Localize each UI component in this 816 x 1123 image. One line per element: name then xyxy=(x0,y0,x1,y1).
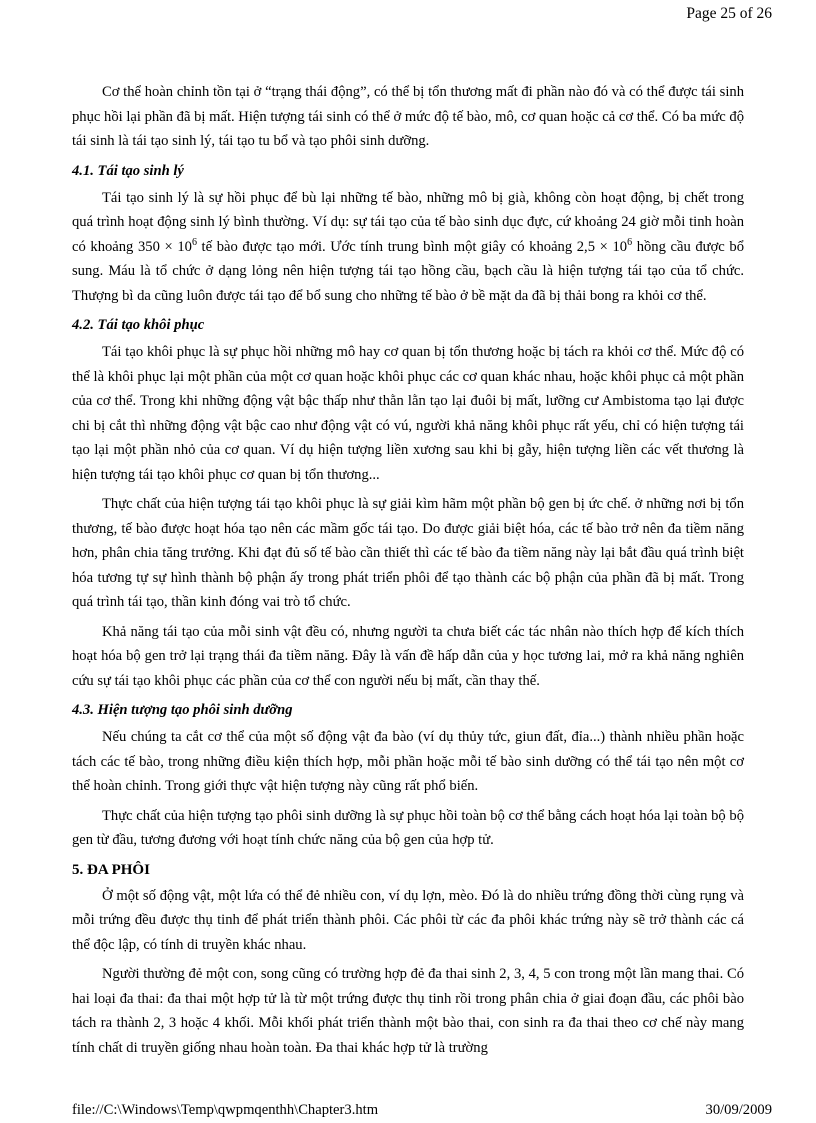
paragraph-4-1: Tái tạo sinh lý là sự hồi phục để bù lại những tế bào, những mô bị già, không còn hoạt động, bị chết trong quá trình hoạt động sinh lý bình thường. Ví dụ: sự tái tạo của tế bào sinh dục đực, cứ khoảng 24 giờ mỗi tinh hoàn có khoảng $350 \times 10^6$ tế bào được tạo mới. Ước tính trung bình một giây có khoảng $2,5 \times 10^6$ hồng cầu được bổ sung. Máu là tổ chức ở dạng lỏng nên hiện tượng tái tạo hồng cầu, bạch cầu là hiện tượng tái tạo của tổ chức. Thượng bì da cũng luôn được tái tạo để bổ sung cho những tế bào ở bề mặt da đã bị thải bong ra khỏi cơ thể. xyxy=(72,189,744,304)
footer-file-path: file://C:\Windows\Temp\qwpmqenthh\Chapter3.htm xyxy=(72,1102,379,1118)
paragraph-4-3-2: Thực chất của hiện tượng tạo phôi sinh dưỡng là sự phục hồi toàn bộ cơ thể bằng cách hoạt hóa lại toàn bộ bộ gen từ đầu, tương đương với hoạt tính chức năng của bộ gen của hợp tử. xyxy=(72,807,744,848)
footer-date: 30/09/2009 xyxy=(705,1102,772,1118)
heading-5: 5. ĐA PHÔI xyxy=(72,861,150,878)
document-body xyxy=(72,80,744,1065)
paragraph-5-2: Người thường đẻ một con, song cũng có trường hợp đẻ đa thai sinh 2, 3, 4, 5 con trong một lần mang thai. Có hai loại đa thai: đa thai một hợp tử là từ một trứng được thụ tinh rồi trong phân chia ở giai đoạn đầu, các phôi bào tách ra thành 2, 3 hoặc 4 khối. Mỗi khối phát triển thành một bào thai, con sinh ra đa thai theo cơ chế này mang tính chất di truyền giống nhau hoàn toàn. Đa thai khác hợp tử là trường xyxy=(72,966,744,1056)
paragraph-4-2-3: Khả năng tái tạo của mỗi sinh vật đều có, nhưng người ta chưa biết các tác nhân nào thích hợp để kích thích hoạt hóa bộ gen trở lại trạng thái đa tiềm năng. Đây là vấn đề hấp dẫn của y học tương lai, mở ra khả năng nghiên cứu sự tái tạo khôi phục các phần của cơ thể con người nếu bị mất, cần thay thế. xyxy=(72,623,744,689)
heading-4-1: 4.1. Tái tạo sinh lý xyxy=(72,162,184,179)
heading-4-2: 4.2. Tái tạo khôi phục xyxy=(72,317,205,333)
paragraph-4-2-2: Thực chất của hiện tượng tái tạo khôi phục là sự giải kìm hãm một phần bộ gen bị ức chế. ở những nơi bị tổn thương, tế bào được hoạt hóa tạo nên các mầm gốc tái tạo. Do được giải biệt hóa, các tế bào trở nên đa tiềm năng hơn, phân chia tăng trưởng. Khi đạt đủ số tế bào cần thiết thì các tế bào đa tiềm năng này lại bắt đầu quá trình biệt hóa tương tự sự hình thành bộ phận ấy trong phát triển phôi để tạo thành các bộ phận của phần đã bị mất. Trong quá trình tái tạo, thần kinh đóng vai trò tổ chức. xyxy=(72,496,744,610)
paragraph-4-2-1: Tái tạo khôi phục là sự phục hồi những mô hay cơ quan bị tổn thương hoặc bị tách ra khỏi cơ thể. Mức độ có thể là khôi phục lại một phần của một cơ quan hoặc khôi phục các cơ quan khác nhau, hoặc khôi phục cả một phần của cơ thể. Trong khi những động vật bậc thấp như thằn lằn tạo lại đuôi bị mất, lưỡng cư Ambistoma tạo lại được chi bị cắt thì những động vật bậc cao như động vật có vú, người khả năng khôi phục rất yếu, chỉ có hiện tượng tái tạo lại một phần nhỏ của cơ quan. Ví dụ hiện tượng liền xương sau khi bị gẫy, hiện tượng liền các vết thương là hiện tượng tái tạo khôi phục cơ quan bị tổn thương... xyxy=(72,344,744,483)
paragraph-5-1: Ở một số động vật, một lứa có thể đẻ nhiều con, ví dụ lợn, mèo. Đó là do nhiều trứng đồng thời cùng rụng và mỗi trứng đều được thụ tinh để phát triển thành phôi. Các phôi từ các đa phôi khác trứng này sẽ trở thành các cá thể độc lập, có tính di truyền khác nhau. xyxy=(72,887,744,953)
page-number: Page 25 of 26 xyxy=(686,5,772,22)
paragraph-4-3-1: Nếu chúng ta cắt cơ thể của một số động vật đa bào (ví dụ thủy tức, giun đất, đỉa...) thành nhiều phần hoặc tách các tế bào, trong những điều kiện thích hợp, mỗi phần hoặc mỗi tế bào sinh dưỡng có thể tái tạo nên một cơ thể hoàn chỉnh. Trong giới thực vật hiện tượng này cũng rất phổ biến. xyxy=(72,729,744,794)
paragraph-intro: Cơ thể hoàn chỉnh tồn tại ở “trạng thái động”, có thể bị tổn thương mất đi phần nào đó và có thể được tái sinh phục hồi lại phần đã bị mất. Hiện tượng tái sinh có thể ở mức độ tế bào, mô, cơ quan hoặc cả cơ thể. Có ba mức độ tái sinh là tái tạo sinh lý, tái tạo tu bổ và tạo phôi sinh dưỡng. xyxy=(72,84,744,149)
heading-4-3: 4.3. Hiện tượng tạo phôi sinh dưỡng xyxy=(72,702,293,718)
